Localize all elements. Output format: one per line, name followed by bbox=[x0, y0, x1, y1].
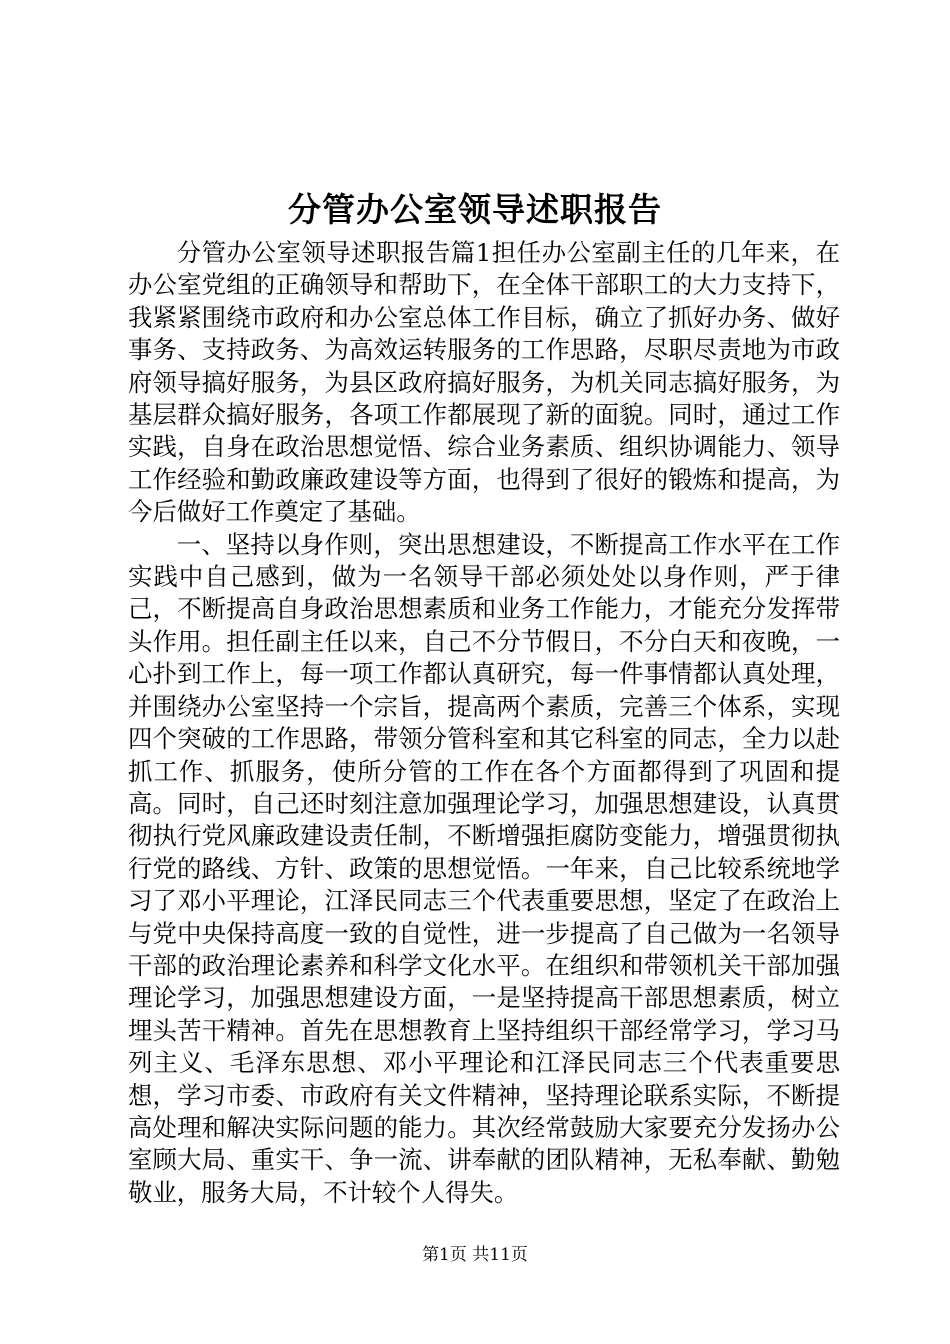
paragraph-section-one: 一、坚持以身作则，突出思想建设，不断提高工作水平在工作实践中自己感到，做为一名领导干部必须处处以身作则，严于律己，不断提高自身政治思想素质和业务工作能力，才能充分发挥带头作用。担任副主任以来，自己不分节假日，不分白天和夜晚，一心扑到工作上，每一项工作都认真研究，每一件事情都认真处理，并围绕办公室坚持一个宗旨，提高两个素质，完善三个体系，实现四个突破的工作思路，带领分管科室和其它科室的同志，全力以赴抓工作、抓服务，使所分管的工作在各个方面都得到了巩固和提高。同时，自己还时刻注意加强理论学习，加强思想建设，认真贯彻执行党风廉政建设责任制，不断增强拒腐防变能力，增强贯彻执行党的路线、方针、政策的思想觉悟。一年来，自己比较系统地学习了邓小平理论，江泽民同志三个代表重要思想，坚定了在政治上与党中央保持高度一致的自觉性，进一步提高了自己做为一名领导干部的政治理论素养和科学文化水平。在组织和带领机关干部加强理论学习，加强思想建设方面，一是坚持提高干部思想素质，树立埋头苦干精神。首先在思想教育上坚持组织干部经常学习，学习马列主义、毛泽东思想、邓小平理论和江泽民同志三个代表重要思想，学习市委、市政府有关文件精神，坚持理论联系实际，不断提高处理和解决实际问题的能力。其次经常鼓励大家要充分发扬办公室顾大局、重实干、争一流、讲奉献的团队精神，无私奉献、勤勉敬业，服务大局，不计较个人得失。 bbox=[128, 529, 840, 1207]
page-indicator: 第1页 共11页 bbox=[422, 1245, 528, 1265]
document-body bbox=[128, 237, 840, 1209]
paragraph-intro: 分管办公室领导述职报告篇1担任办公室副主任的几年来，在办公室党组的正确领导和帮助下，在全体干部职工的大力支持下，我紧紧围绕市政府和办公室总体工作目标，确立了抓好办务、做好事务、支持政务、为高效运转服务的工作思路，尽职尽责地为市政府领导搞好服务，为县区政府搞好服务，为机关同志搞好服务，为基层群众搞好服务，各项工作都展现了新的面貌。同时，通过工作实践，自身在政治思想觉悟、综合业务素质、组织协调能力、领导工作经验和勤政廉政建设等方面，也得到了很好的锻炼和提高，为今后做好工作奠定了基础。 bbox=[128, 238, 840, 527]
document-title: 分管办公室领导述职报告 bbox=[288, 190, 662, 229]
page-footer bbox=[0, 1243, 950, 1267]
